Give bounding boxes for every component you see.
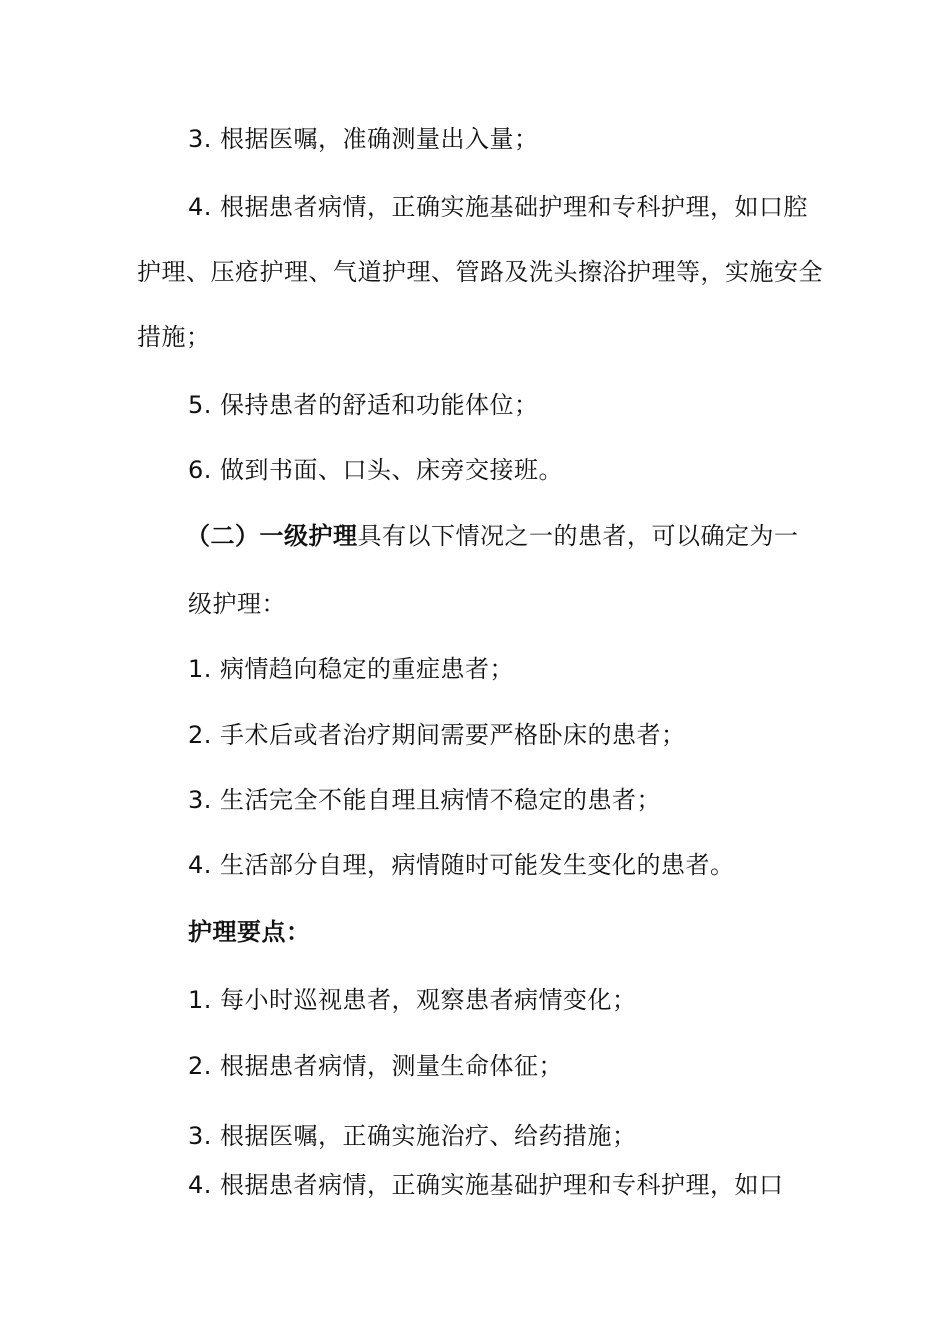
list-item-3-intake-output: 3. 根据医嘱，准确测量出入量； [188,125,539,153]
section-title-rest: 具有以下情况之一的患者，可以确定为一 [357,522,799,550]
care-points-heading: 护理要点： [188,918,311,946]
care-point-2: 2. 根据患者病情，测量生命体征； [188,1052,564,1080]
criteria-item-1: 1. 病情趋向稳定的重症患者； [188,655,515,683]
criteria-item-3: 3. 生活完全不能自理且病情不稳定的患者； [188,786,662,814]
section-heading-level-one-care [186,519,799,553]
criteria-item-2: 2. 手术后或者治疗期间需要严格卧床的患者； [188,721,686,749]
list-item-4-basic-care: 4. 根据患者病情，正确实施基础护理和专科护理，如口腔 [188,193,809,221]
list-item-6-handover: 6. 做到书面、口头、床旁交接班。 [188,456,564,484]
care-point-3: 3. 根据医嘱，正确实施治疗、给药措施； [188,1122,637,1150]
care-point-4: 4. 根据患者病情，正确实施基础护理和专科护理，如口 [188,1171,784,1199]
section-title-bold: （二）一级护理 [186,522,358,550]
care-point-1: 1. 每小时巡视患者，观察患者病情变化； [188,986,637,1014]
list-item-4-continuation-end: 措施； [137,323,211,351]
list-item-4-continuation: 护理、压疮护理、气道护理、管路及洗头擦浴护理等，实施安全 [137,258,823,286]
section-heading-continuation: 级护理： [188,590,286,618]
list-item-5-position: 5. 保持患者的舒适和功能体位； [188,391,539,419]
criteria-item-4: 4. 生活部分自理，病情随时可能发生变化的患者。 [188,851,735,879]
